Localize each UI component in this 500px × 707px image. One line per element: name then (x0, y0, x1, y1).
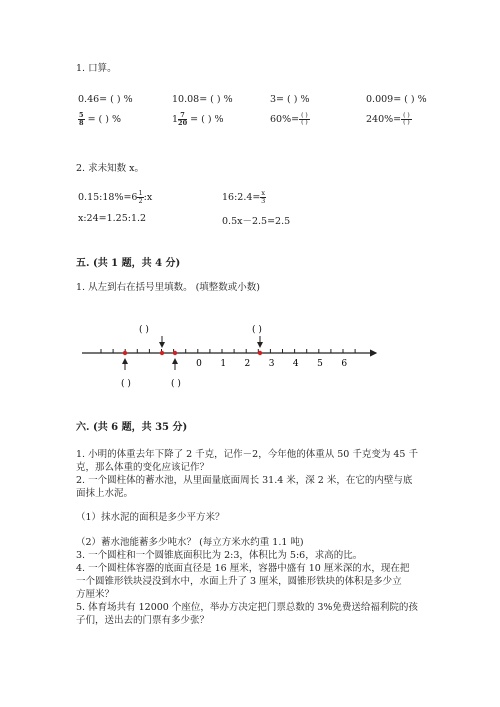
tick-label: 2 (244, 359, 251, 369)
s6-q3: 3. 一个圆柱和一个圆锥底面积比为 2:3，体积比为 5:6，求高的比。 (76, 550, 363, 561)
tick-label: 5 (317, 359, 323, 369)
q2-title: 2. 求未知数 x。 (76, 163, 144, 174)
q1-item-7: 60%= $\frac{( )}{( )}$ (270, 112, 308, 126)
tick-label: 1 (220, 359, 227, 369)
fraction: $\frac{7}{20}$ (178, 111, 188, 127)
s6-q2-line2: 面抹上水泥。 (76, 488, 134, 499)
tick-label: 6 (341, 359, 348, 369)
s6-q2-sub1: （1）抹水泥的面积是多少平方米？ (76, 512, 225, 523)
q1-item-4: 0.009= ( ) % (366, 94, 427, 105)
tick-label: 0 (196, 359, 202, 369)
point-3 (173, 351, 177, 355)
blank-below-2: ( ) (171, 379, 181, 389)
q1-item-1: 0.46= ( ) % (78, 94, 133, 105)
q1-item-6: 1 $\frac{7}{20}$ = ( ) % (172, 111, 224, 127)
number-line-figure (70, 316, 390, 402)
section-5-heading: 五. (共 1 题，共 4 分) (76, 258, 181, 269)
s6-q5-line1: 5. 体育场共有 12000 个座位，举办方决定把门票总数的 3%免费送给福利院的孩 (76, 602, 418, 613)
q2-eq-1: 0.15:18%=6 $\frac{1}{2}$ :x (78, 189, 153, 205)
s6-q4-line2: 一个圆锥形铁块浸没到水中，水面上升了 3 厘米，圆锥形铁块的体积是多少立 (76, 576, 402, 587)
tick-label: 3 (268, 359, 275, 369)
point-1 (123, 351, 127, 355)
q2-eq-2: 16:2.4= $\frac{x}{3}$ (222, 189, 266, 205)
fraction: $\frac{1}{2}$ (138, 189, 143, 205)
s6-q1-line2: 克，那么体重的变化应该记作？ (76, 462, 210, 473)
blank-below-1: ( ) (121, 379, 131, 389)
s6-q5-line2: 子们，送出去的门票有多少张？ (76, 615, 210, 626)
fraction: $\frac{x}{3}$ (261, 189, 266, 205)
q1-item-3: 3= ( ) % (270, 94, 310, 105)
fraction: $\frac{5}{8}$ (79, 111, 84, 127)
q1-title: 1. 口算。 (76, 63, 117, 74)
blank-above-2: ( ) (252, 325, 262, 335)
fraction-blank: $\frac{( )}{( )}$ (403, 112, 410, 126)
q2-eq-3: x:24=1.25:1.2 (78, 213, 147, 224)
tick-label: 4 (292, 359, 299, 369)
s6-q4-line1: 4. 一个圆柱体容器的底面直径是 16 厘米，容器中盛有 10 厘米深的水，现在把 (76, 563, 410, 574)
section-5-q1: 1. 从左到右在括号里填数。 (填整数或小数) (76, 282, 261, 293)
q1-item-8: 240%= $\frac{( )}{( )}$ (366, 112, 410, 126)
q2-eq-4: 0.5x－2.5=2.5 (222, 216, 291, 227)
s6-q2-sub2: （2）蓄水池能蓄多少吨水？ (每立方米水约重 1.1 吨) (76, 537, 304, 548)
point-4 (258, 351, 262, 355)
tick-labels (196, 359, 347, 369)
s6-q1-line1: 1. 小明的体重去年下降了 2 千克，记作－2，今年他的体重从 50 千克变为 45 千 (76, 449, 418, 460)
fraction-blank: $\frac{( )}{( )}$ (301, 112, 308, 126)
s6-q2-line1: 2. 一个圆柱体的蓄水池，从里面量底面周长 31.4 米，深 2 米，在它的内壁与底 (76, 475, 413, 486)
tick-marks (101, 349, 355, 353)
q1-item-5: $\frac{5}{8}$ = ( ) % (79, 111, 122, 127)
point-2 (160, 351, 164, 355)
section-6-heading: 六. (共 6 题，共 35 分) (76, 422, 188, 433)
blank-above-1: ( ) (139, 325, 149, 335)
s6-q4-line3: 方厘米？ (76, 589, 115, 600)
q1-item-2: 10.08= ( ) % (172, 94, 233, 105)
